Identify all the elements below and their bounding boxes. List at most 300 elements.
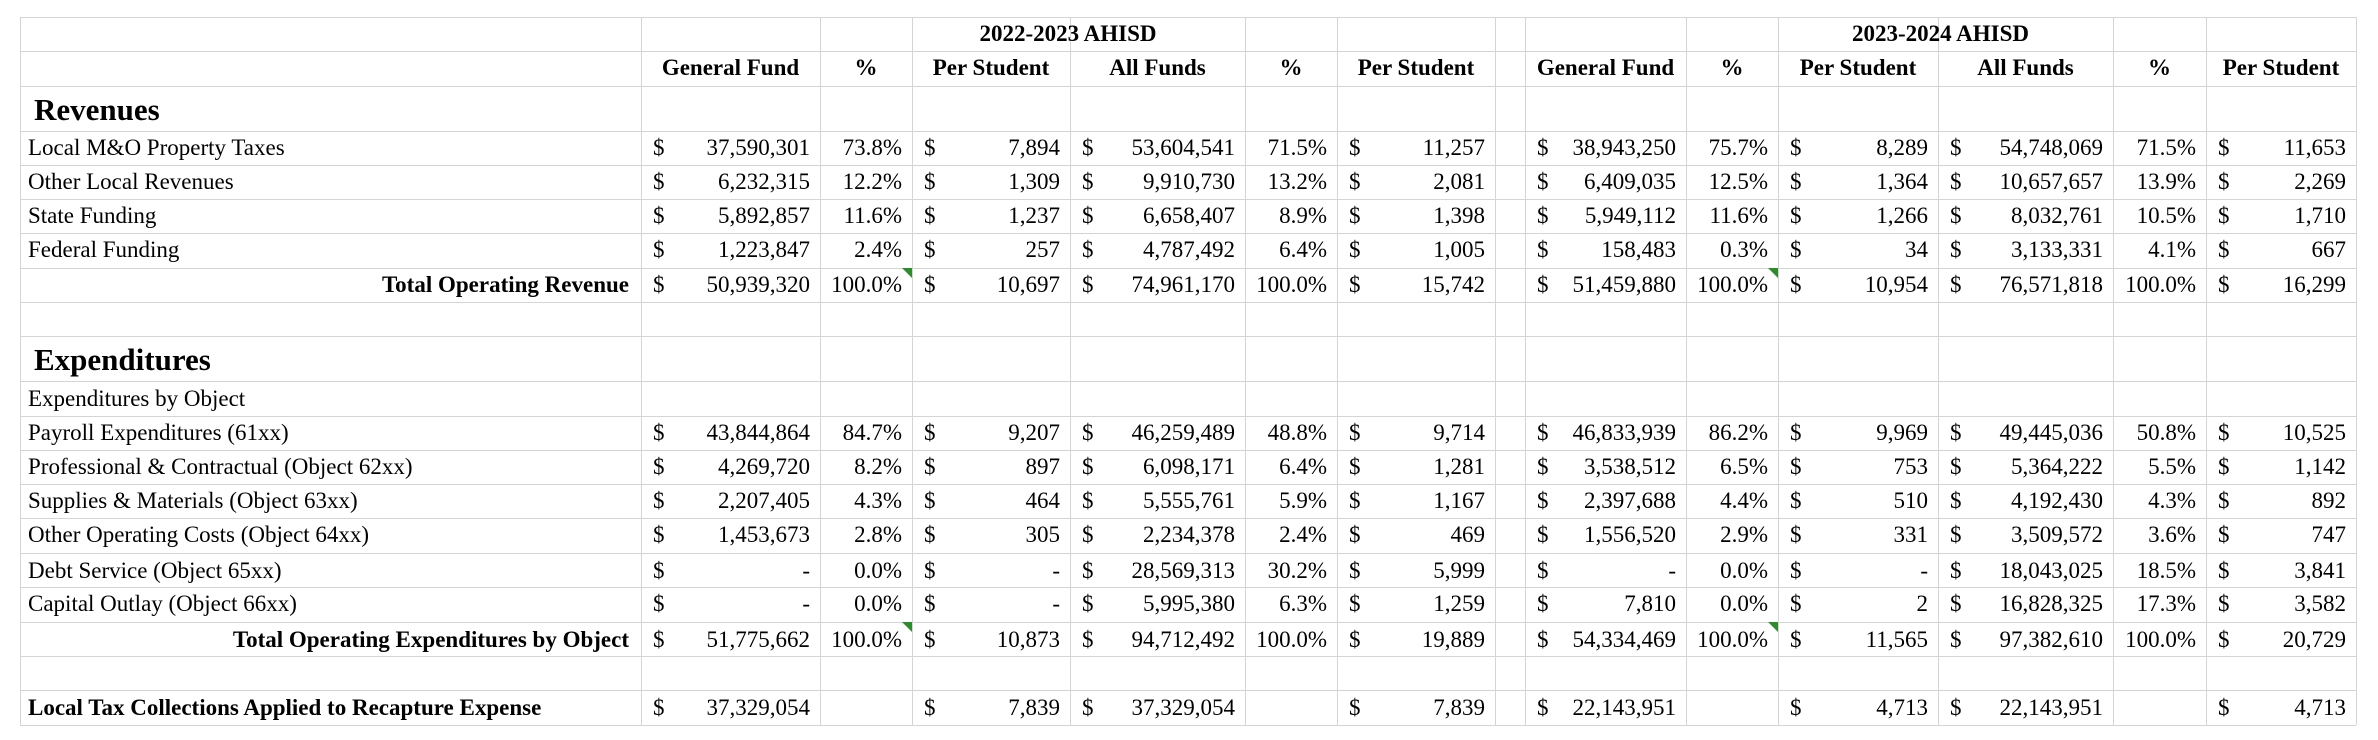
percent-cell: 100.0% — [1256, 272, 1327, 297]
amount-cell: - — [802, 591, 810, 616]
percent-cell: 13.9% — [2136, 169, 2196, 194]
amount-cell: 2,081 — [1433, 169, 1485, 194]
gridline — [20, 725, 2356, 726]
amount-cell: 19,889 — [1421, 627, 1485, 652]
comment-marker-icon[interactable] — [902, 622, 912, 632]
amount-cell: 3,582 — [2294, 591, 2346, 616]
currency-symbol: $ — [1082, 420, 1094, 445]
percent-cell: 11.6% — [1709, 203, 1768, 228]
amount-cell: 74,961,170 — [1131, 272, 1235, 297]
currency-symbol: $ — [1950, 488, 1962, 513]
currency-symbol: $ — [924, 627, 936, 652]
column-header: General Fund — [661, 55, 800, 80]
gridline — [20, 17, 21, 725]
percent-cell: 50.8% — [2136, 420, 2196, 445]
amount-cell: 49,445,036 — [1999, 420, 2103, 445]
amount-cell: 16,828,325 — [1999, 591, 2103, 616]
column-header: All Funds — [1109, 55, 1206, 80]
row-label: Local M&O Property Taxes — [28, 135, 285, 160]
amount-cell: 6,232,315 — [718, 169, 810, 194]
amount-cell: 2 — [1916, 591, 1928, 616]
amount-cell: 464 — [1025, 488, 1060, 513]
amount-cell: 9,969 — [1876, 420, 1928, 445]
currency-symbol: $ — [1790, 135, 1802, 160]
amount-cell: 50,939,320 — [706, 272, 810, 297]
amount-cell: 37,329,054 — [1131, 695, 1235, 720]
section-heading: Expenditures — [34, 342, 211, 377]
amount-cell: 897 — [1025, 454, 1060, 479]
amount-cell: 9,207 — [1008, 420, 1060, 445]
currency-symbol: $ — [2218, 237, 2230, 262]
row-label: Debt Service (Object 65xx) — [28, 558, 282, 583]
percent-cell: 6.4% — [1279, 237, 1327, 262]
currency-symbol: $ — [653, 454, 665, 479]
amount-cell: 11,565 — [1865, 627, 1928, 652]
gridline — [1495, 17, 1496, 725]
percent-cell: 100.0% — [1697, 272, 1768, 297]
percent-cell: 12.5% — [1708, 169, 1768, 194]
currency-symbol: $ — [1537, 591, 1549, 616]
gridline — [20, 336, 2356, 337]
currency-symbol: $ — [1950, 695, 1962, 720]
amount-cell: 1,237 — [1008, 203, 1060, 228]
percent-cell: 73.8% — [842, 135, 902, 160]
currency-symbol: $ — [924, 420, 936, 445]
amount-cell: 54,748,069 — [1999, 135, 2103, 160]
amount-cell: 1,167 — [1433, 488, 1485, 513]
percent-cell: 0.0% — [1720, 591, 1768, 616]
amount-cell: 37,590,301 — [706, 135, 810, 160]
currency-symbol: $ — [924, 203, 936, 228]
amount-cell: 43,844,864 — [706, 420, 810, 445]
currency-symbol: $ — [653, 237, 665, 262]
amount-cell: 76,571,818 — [1999, 272, 2103, 297]
currency-symbol: $ — [2218, 169, 2230, 194]
currency-symbol: $ — [2218, 420, 2230, 445]
section-heading: Revenues — [34, 92, 160, 127]
column-header: % — [854, 55, 878, 80]
percent-cell — [1245, 691, 1327, 725]
amount-cell: 3,538,512 — [1584, 454, 1676, 479]
amount-cell: 51,459,880 — [1572, 272, 1676, 297]
currency-symbol: $ — [1790, 237, 1802, 262]
amount-cell: 16,299 — [2282, 272, 2346, 297]
percent-cell: 2.9% — [1720, 522, 1768, 547]
percent-cell: 12.2% — [842, 169, 902, 194]
currency-symbol: $ — [1349, 488, 1361, 513]
amount-cell: 97,382,610 — [1999, 627, 2103, 652]
currency-symbol: $ — [653, 695, 665, 720]
row-label: Other Operating Costs (Object 64xx) — [28, 522, 370, 547]
currency-symbol: $ — [1349, 627, 1361, 652]
column-header: Per Student — [932, 55, 1050, 80]
currency-symbol: $ — [1950, 135, 1962, 160]
percent-cell: 0.0% — [854, 558, 902, 583]
currency-symbol: $ — [1537, 420, 1549, 445]
currency-symbol: $ — [924, 522, 936, 547]
amount-cell: 10,873 — [996, 627, 1060, 652]
amount-cell: 3,509,572 — [2011, 522, 2103, 547]
amount-cell: 1,309 — [1008, 169, 1060, 194]
gridline — [20, 86, 2356, 87]
currency-symbol: $ — [1082, 558, 1094, 583]
currency-symbol: $ — [1790, 272, 1802, 297]
currency-symbol: $ — [1349, 272, 1361, 297]
currency-symbol: $ — [1082, 627, 1094, 652]
currency-symbol: $ — [653, 272, 665, 297]
amount-cell: - — [1052, 558, 1060, 583]
currency-symbol: $ — [924, 488, 936, 513]
percent-cell: 4.1% — [2148, 237, 2196, 262]
currency-symbol: $ — [1950, 522, 1962, 547]
currency-symbol: $ — [1082, 169, 1094, 194]
percent-cell: 2.4% — [854, 237, 902, 262]
percent-cell: 8.2% — [854, 454, 902, 479]
amount-cell: 5,999 — [1433, 558, 1485, 583]
amount-cell: 257 — [1025, 237, 1060, 262]
amount-cell: 2,269 — [2294, 169, 2346, 194]
currency-symbol: $ — [1790, 454, 1802, 479]
currency-symbol: $ — [1082, 522, 1094, 547]
comment-marker-icon[interactable] — [1768, 268, 1778, 278]
amount-cell: 5,949,112 — [1584, 203, 1676, 228]
percent-cell: 6.4% — [1279, 454, 1327, 479]
currency-symbol: $ — [924, 558, 936, 583]
currency-symbol: $ — [1950, 169, 1962, 194]
amount-cell: 6,098,171 — [1143, 454, 1235, 479]
currency-symbol: $ — [1349, 135, 1361, 160]
percent-cell — [1686, 691, 1768, 725]
amount-cell: 7,839 — [1008, 695, 1060, 720]
column-header: % — [1720, 55, 1744, 80]
percent-cell: 100.0% — [1697, 627, 1768, 652]
subheading-label: Expenditures by Object — [28, 386, 246, 411]
amount-cell: 18,043,025 — [1999, 558, 2103, 583]
percent-cell: 75.7% — [1708, 135, 1768, 160]
amount-cell: 510 — [1893, 488, 1928, 513]
amount-cell: - — [1052, 591, 1060, 616]
amount-cell: 15,742 — [1421, 272, 1485, 297]
percent-cell: 100.0% — [2125, 627, 2196, 652]
amount-cell: 331 — [1893, 522, 1928, 547]
currency-symbol: $ — [1950, 591, 1962, 616]
currency-symbol: $ — [1790, 627, 1802, 652]
column-header: Per Student — [1357, 55, 1475, 80]
year-group-header: 2022-2023 AHISD — [979, 21, 1157, 46]
amount-cell: 1,364 — [1876, 169, 1928, 194]
currency-symbol: $ — [2218, 695, 2230, 720]
currency-symbol: $ — [1349, 522, 1361, 547]
year-group-header: 2023-2024 AHISD — [1852, 21, 2029, 46]
percent-cell: 18.5% — [2136, 558, 2196, 583]
percent-cell: 30.2% — [1267, 558, 1327, 583]
currency-symbol: $ — [1950, 272, 1962, 297]
amount-cell: 54,334,469 — [1572, 627, 1676, 652]
amount-cell: 10,697 — [996, 272, 1060, 297]
amount-cell: 1,259 — [1433, 591, 1485, 616]
percent-cell: 0.3% — [1720, 237, 1768, 262]
currency-symbol: $ — [1349, 454, 1361, 479]
currency-symbol: $ — [1790, 558, 1802, 583]
currency-symbol: $ — [2218, 135, 2230, 160]
currency-symbol: $ — [1537, 488, 1549, 513]
currency-symbol: $ — [2218, 454, 2230, 479]
currency-symbol: $ — [1082, 135, 1094, 160]
amount-cell: 28,569,313 — [1131, 558, 1235, 583]
amount-cell: 7,810 — [1624, 591, 1676, 616]
amount-cell: 753 — [1893, 454, 1928, 479]
currency-symbol: $ — [1082, 272, 1094, 297]
currency-symbol: $ — [1082, 591, 1094, 616]
row-label: Professional & Contractual (Object 62xx) — [28, 454, 413, 479]
percent-cell — [2113, 691, 2196, 725]
currency-symbol: $ — [1790, 591, 1802, 616]
percent-cell: 100.0% — [2125, 272, 2196, 297]
percent-cell: 0.0% — [854, 591, 902, 616]
currency-symbol: $ — [2218, 488, 2230, 513]
percent-cell: 3.6% — [2148, 522, 2196, 547]
amount-cell: 667 — [2311, 237, 2346, 262]
amount-cell: 10,954 — [1864, 272, 1928, 297]
currency-symbol: $ — [1790, 169, 1802, 194]
percent-cell: 5.5% — [2148, 454, 2196, 479]
amount-cell: 2,207,405 — [718, 488, 810, 513]
amount-cell: 53,604,541 — [1131, 135, 1235, 160]
percent-cell: 100.0% — [1256, 627, 1327, 652]
currency-symbol: $ — [1950, 420, 1962, 445]
currency-symbol: $ — [1082, 203, 1094, 228]
currency-symbol: $ — [1349, 420, 1361, 445]
row-label: Federal Funding — [28, 237, 180, 262]
amount-cell: - — [1668, 558, 1676, 583]
currency-symbol: $ — [2218, 203, 2230, 228]
currency-symbol: $ — [1537, 169, 1549, 194]
comment-marker-icon[interactable] — [1768, 622, 1778, 632]
row-label: Other Local Revenues — [28, 169, 234, 194]
currency-symbol: $ — [653, 522, 665, 547]
amount-cell: 6,658,407 — [1143, 203, 1235, 228]
percent-cell: 4.4% — [1720, 488, 1768, 513]
amount-cell: 892 — [2311, 488, 2346, 513]
column-header: All Funds — [1977, 55, 2074, 80]
column-header: Per Student — [1799, 55, 1917, 80]
amount-cell: 22,143,951 — [1999, 695, 2103, 720]
row-label: Capital Outlay (Object 66xx) — [28, 591, 297, 616]
currency-symbol: $ — [1950, 454, 1962, 479]
currency-symbol: $ — [653, 558, 665, 583]
currency-symbol: $ — [2218, 522, 2230, 547]
amount-cell: 158,483 — [1601, 237, 1676, 262]
amount-cell: 46,833,939 — [1572, 420, 1676, 445]
percent-cell: 84.7% — [842, 420, 902, 445]
amount-cell: 5,364,222 — [2011, 454, 2103, 479]
currency-symbol: $ — [1349, 695, 1361, 720]
row-label: Supplies & Materials (Object 63xx) — [28, 488, 358, 513]
row-label: State Funding — [28, 203, 157, 228]
currency-symbol: $ — [1790, 522, 1802, 547]
amount-cell: 11,257 — [1422, 135, 1485, 160]
amount-cell: 3,841 — [2294, 558, 2346, 583]
amount-cell: - — [1920, 558, 1928, 583]
currency-symbol: $ — [1082, 454, 1094, 479]
currency-symbol: $ — [653, 420, 665, 445]
amount-cell: 4,787,492 — [1143, 237, 1235, 262]
amount-cell: 8,032,761 — [2011, 203, 2103, 228]
amount-cell: 747 — [2311, 522, 2346, 547]
currency-symbol: $ — [1537, 135, 1549, 160]
column-header: % — [1279, 55, 1303, 80]
amount-cell: 11,653 — [2283, 135, 2346, 160]
currency-symbol: $ — [1082, 237, 1094, 262]
currency-symbol: $ — [1537, 272, 1549, 297]
currency-symbol: $ — [924, 695, 936, 720]
currency-symbol: $ — [1950, 203, 1962, 228]
amount-cell: 4,192,430 — [2011, 488, 2103, 513]
percent-cell: 8.9% — [1279, 203, 1327, 228]
percent-cell: 5.9% — [1279, 488, 1327, 513]
amount-cell: 6,409,035 — [1584, 169, 1676, 194]
gridline — [20, 302, 2356, 303]
currency-symbol: $ — [1790, 203, 1802, 228]
amount-cell: 4,269,720 — [718, 454, 810, 479]
gridline — [2356, 17, 2357, 725]
currency-symbol: $ — [1349, 203, 1361, 228]
amount-cell: 51,775,662 — [706, 627, 810, 652]
amount-cell: 9,714 — [1433, 420, 1485, 445]
currency-symbol: $ — [1349, 558, 1361, 583]
amount-cell: 1,281 — [1433, 454, 1485, 479]
currency-symbol: $ — [924, 454, 936, 479]
currency-symbol: $ — [1537, 203, 1549, 228]
currency-symbol: $ — [1950, 237, 1962, 262]
percent-cell: 4.3% — [2148, 488, 2196, 513]
amount-cell: 5,555,761 — [1143, 488, 1235, 513]
currency-symbol: $ — [1537, 237, 1549, 262]
percent-cell: 13.2% — [1267, 169, 1327, 194]
currency-symbol: $ — [653, 135, 665, 160]
currency-symbol: $ — [924, 591, 936, 616]
percent-cell: 71.5% — [1267, 135, 1327, 160]
total-row-label: Total Operating Expenditures by Object — [232, 627, 629, 652]
amount-cell: 3,133,331 — [2011, 237, 2103, 262]
percent-cell: 11.6% — [843, 203, 902, 228]
currency-symbol: $ — [1790, 695, 1802, 720]
row-label: Local Tax Collections Applied to Recapture Expense — [28, 695, 542, 720]
percent-cell: 2.4% — [1279, 522, 1327, 547]
currency-symbol: $ — [653, 169, 665, 194]
column-header: Per Student — [2222, 55, 2340, 80]
percent-cell: 86.2% — [1708, 420, 1768, 445]
column-header: % — [2148, 55, 2171, 80]
amount-cell: 22,143,951 — [1572, 695, 1676, 720]
currency-symbol: $ — [1537, 454, 1549, 479]
currency-symbol: $ — [2218, 558, 2230, 583]
percent-cell: 6.5% — [1720, 454, 1768, 479]
amount-cell: 9,910,730 — [1143, 169, 1235, 194]
amount-cell: 1,453,673 — [718, 522, 810, 547]
amount-cell: 7,839 — [1433, 695, 1485, 720]
currency-symbol: $ — [1082, 488, 1094, 513]
row-label: Payroll Expenditures (61xx) — [28, 420, 289, 445]
percent-cell: 71.5% — [2136, 135, 2196, 160]
amount-cell: 10,657,657 — [1999, 169, 2103, 194]
amount-cell: 1,398 — [1433, 203, 1485, 228]
currency-symbol: $ — [1790, 488, 1802, 513]
percent-cell: 17.3% — [2136, 591, 2196, 616]
total-row-label: Total Operating Revenue — [381, 272, 629, 297]
amount-cell: - — [802, 558, 810, 583]
currency-symbol: $ — [924, 237, 936, 262]
currency-symbol: $ — [1349, 237, 1361, 262]
currency-symbol: $ — [1950, 558, 1962, 583]
percent-cell: 10.5% — [2136, 203, 2196, 228]
percent-cell: 2.8% — [854, 522, 902, 547]
currency-symbol: $ — [653, 591, 665, 616]
percent-cell: 100.0% — [831, 272, 902, 297]
amount-cell: 4,713 — [1876, 695, 1928, 720]
currency-symbol: $ — [653, 203, 665, 228]
currency-symbol: $ — [1950, 627, 1962, 652]
amount-cell: 305 — [1025, 522, 1060, 547]
currency-symbol: $ — [1790, 420, 1802, 445]
amount-cell: 2,397,688 — [1584, 488, 1676, 513]
amount-cell: 469 — [1450, 522, 1485, 547]
amount-cell: 7,894 — [1008, 135, 1060, 160]
amount-cell: 37,329,054 — [706, 695, 810, 720]
currency-symbol: $ — [924, 135, 936, 160]
currency-symbol: $ — [653, 488, 665, 513]
currency-symbol: $ — [1082, 695, 1094, 720]
currency-symbol: $ — [653, 627, 665, 652]
column-header: General Fund — [1536, 55, 1675, 80]
percent-cell — [820, 691, 902, 725]
amount-cell: 4,713 — [2294, 695, 2346, 720]
currency-symbol: $ — [924, 169, 936, 194]
currency-symbol: $ — [2218, 591, 2230, 616]
percent-cell: 100.0% — [831, 627, 902, 652]
currency-symbol: $ — [1537, 627, 1549, 652]
currency-symbol: $ — [924, 272, 936, 297]
percent-cell: 0.0% — [1720, 558, 1768, 583]
amount-cell: 8,289 — [1876, 135, 1928, 160]
percent-cell: 48.8% — [1267, 420, 1327, 445]
comment-marker-icon[interactable] — [902, 268, 912, 278]
percent-cell: 4.3% — [854, 488, 902, 513]
amount-cell: 1,266 — [1876, 203, 1928, 228]
amount-cell: 1,556,520 — [1584, 522, 1676, 547]
amount-cell: 5,892,857 — [718, 203, 810, 228]
amount-cell: 20,729 — [2282, 627, 2346, 652]
amount-cell: 2,234,378 — [1143, 522, 1235, 547]
amount-cell: 38,943,250 — [1572, 135, 1676, 160]
currency-symbol: $ — [2218, 627, 2230, 652]
currency-symbol: $ — [2218, 272, 2230, 297]
amount-cell: 46,259,489 — [1131, 420, 1235, 445]
currency-symbol: $ — [1349, 169, 1361, 194]
currency-symbol: $ — [1537, 695, 1549, 720]
amount-cell: 1,142 — [2294, 454, 2346, 479]
amount-cell: 94,712,492 — [1131, 627, 1235, 652]
amount-cell: 1,223,847 — [718, 237, 810, 262]
currency-symbol: $ — [1349, 591, 1361, 616]
currency-symbol: $ — [1537, 522, 1549, 547]
currency-symbol: $ — [1537, 558, 1549, 583]
amount-cell: 10,525 — [2282, 420, 2346, 445]
amount-cell: 34 — [1905, 237, 1928, 262]
amount-cell: 5,995,380 — [1143, 591, 1235, 616]
amount-cell: 1,005 — [1433, 237, 1485, 262]
amount-cell: 1,710 — [2294, 203, 2346, 228]
